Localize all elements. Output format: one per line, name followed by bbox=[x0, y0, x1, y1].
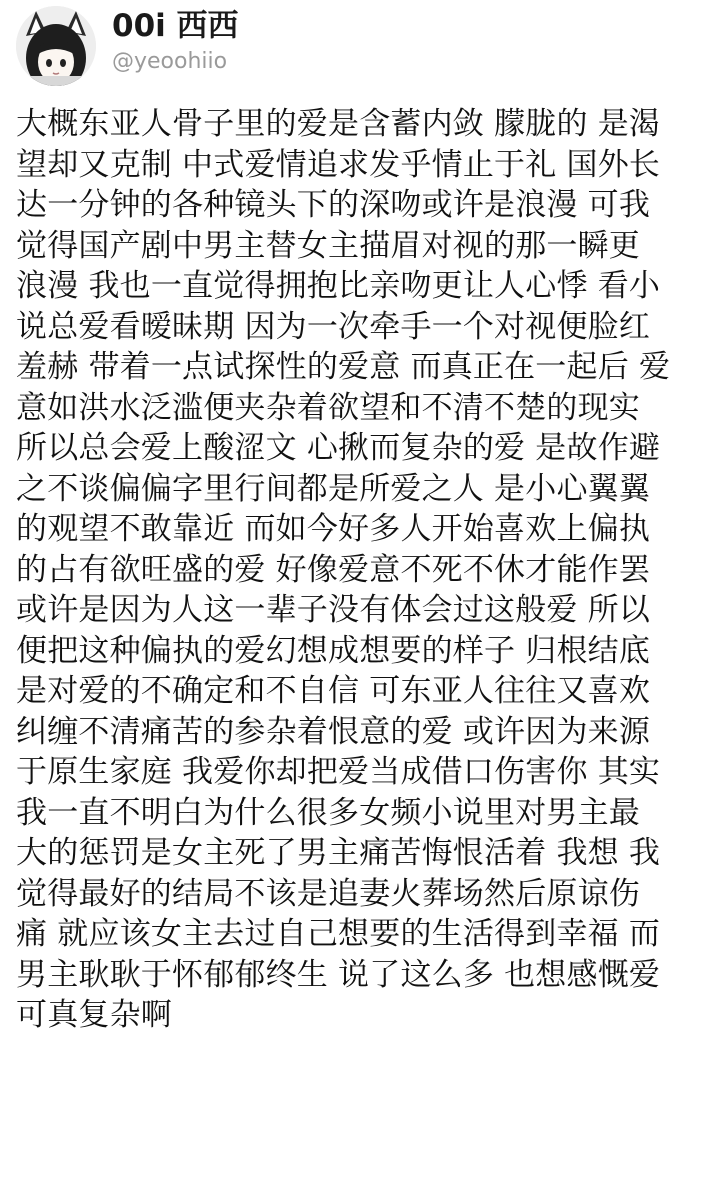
post-line: 的占有欲旺盛的爱 好像爱意不死不休才能作罢 bbox=[16, 551, 651, 588]
user-handle[interactable]: @yeoohiio bbox=[112, 49, 228, 74]
post-line: 意如洪水泛滥便夹杂着欲望和不清不楚的现实 bbox=[16, 389, 640, 426]
post-line: 的观望不敢靠近 而如今好多人开始喜欢上偏执 bbox=[16, 511, 651, 547]
post-line: 或许是因为人这一辈子没有体会过这般爱 所以 bbox=[16, 592, 651, 628]
post-header bbox=[0, 0, 705, 90]
post-line: 痛 就应该女主去过自己想要的生活得到幸福 而 bbox=[16, 916, 661, 952]
user-name[interactable]: 00i 西西 bbox=[112, 8, 239, 44]
post-line: 之不谈偏偏字里行间都是所爱之人 是小心翼翼 bbox=[16, 470, 651, 507]
post-line: 觉得最好的结局不该是追妻火葬场然后原谅伤 bbox=[16, 875, 640, 912]
post-line: 于原生家庭 我爱你却把爱当成借口伤害你 其实 bbox=[16, 754, 661, 790]
post-text bbox=[16, 104, 696, 1036]
post-line: 说总爱看暧昧期 因为一次牵手一个对视便脸红 bbox=[16, 308, 651, 345]
post-line: 望却又克制 中式爱情追求发乎情止于礼 国外长 bbox=[16, 146, 661, 183]
post-line: 是对爱的不确定和不自信 可东亚人往往又喜欢 bbox=[16, 673, 651, 709]
post-line: 我一直不明白为什么很多女频小说里对男主最 bbox=[16, 794, 640, 831]
post-line: 羞赫 带着一点试探性的爱意 而真正在一起后 爱 bbox=[16, 349, 671, 385]
avatar[interactable] bbox=[16, 6, 96, 86]
post-line: 便把这种偏执的爱幻想成想要的样子 归根结底 bbox=[16, 632, 651, 669]
post-line: 觉得国产剧中男主替女主描眉对视的那一瞬更 bbox=[16, 227, 640, 264]
post-line: 大概东亚人骨子里的爱是含蓄内敛 朦胧的 是渴 bbox=[16, 106, 661, 142]
post-line: 大的惩罚是女主死了男主痛苦悔恨活着 我想 我 bbox=[16, 835, 661, 871]
post-line: 浪漫 我也一直觉得拥抱比亲吻更让人心悸 看小 bbox=[16, 268, 661, 304]
post-line: 男主耿耿于怀郁郁终生 说了这么多 也想感慨爱 bbox=[16, 956, 661, 993]
post-line: 所以总会爱上酸涩文 心揪而复杂的爱 是故作避 bbox=[16, 430, 661, 466]
post-line: 纠缠不清痛苦的参杂着恨意的爱 或许因为来源 bbox=[16, 713, 651, 750]
avatar-illustration-icon bbox=[16, 6, 96, 86]
post-line: 可真复杂啊 bbox=[16, 997, 172, 1033]
post-line: 达一分钟的各种镜头下的深吻或许是浪漫 可我 bbox=[16, 187, 651, 223]
